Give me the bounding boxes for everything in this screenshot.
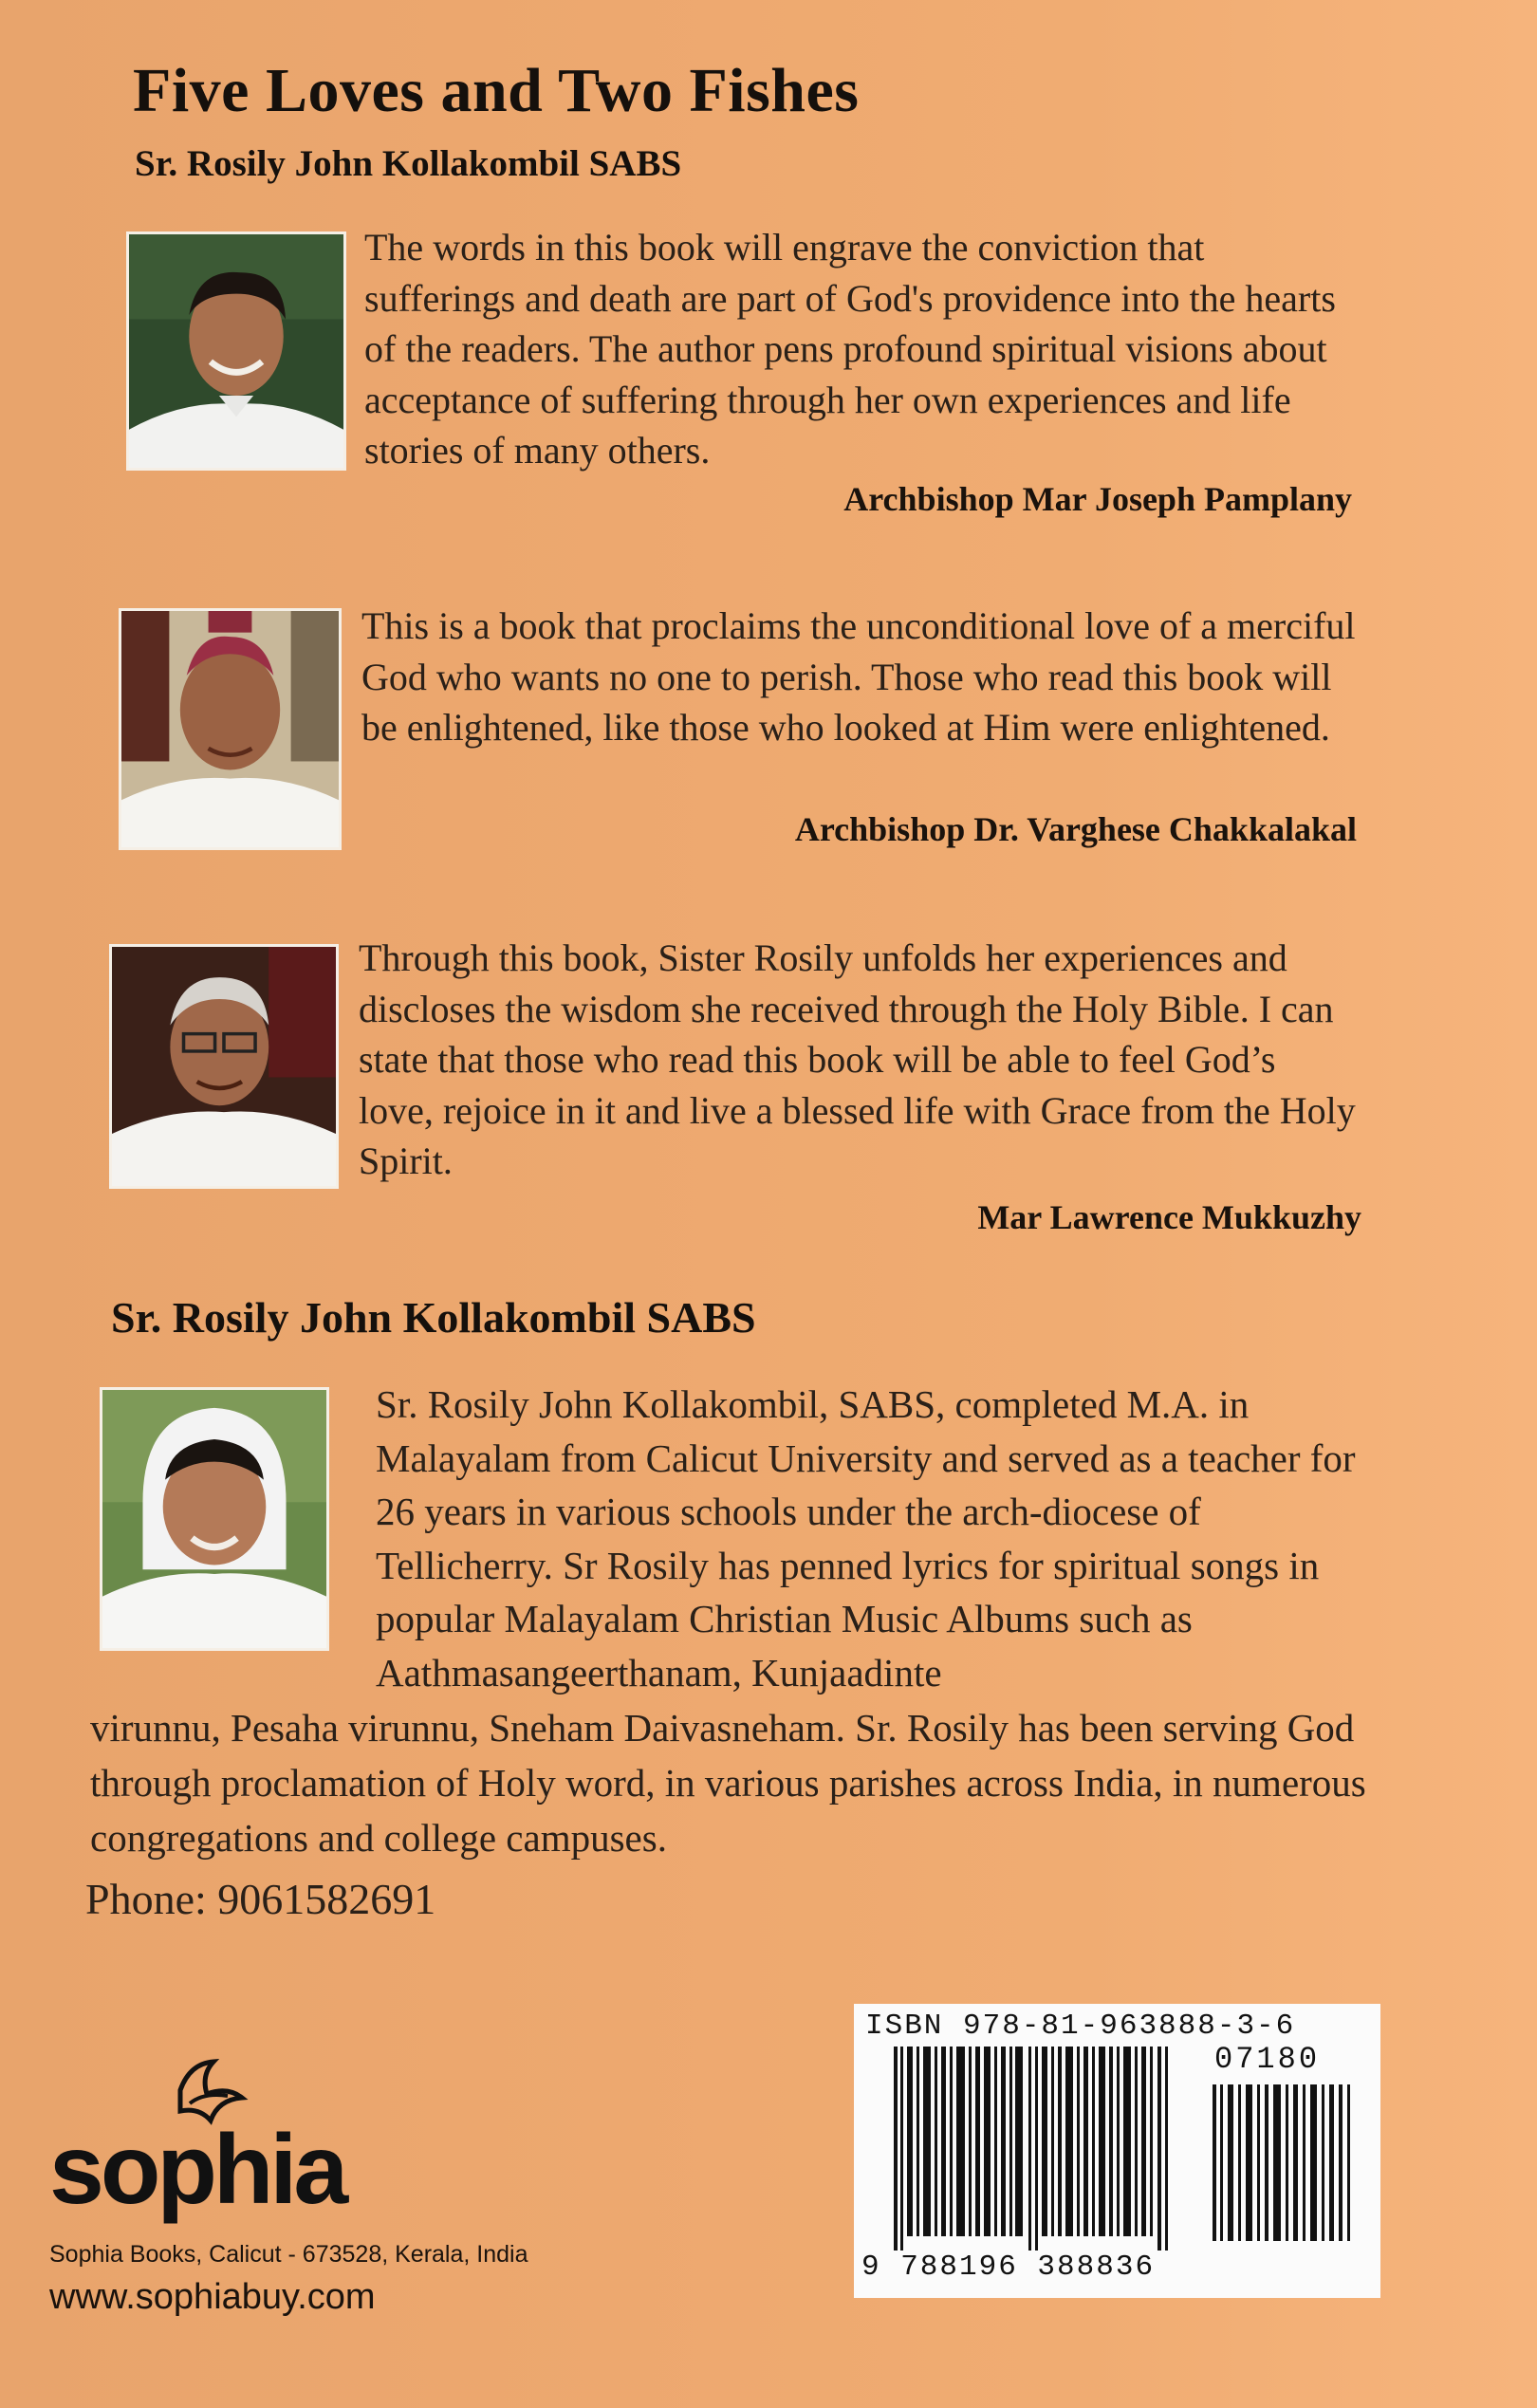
endorsement-author-3: Mar Lawrence Mukkuzhy xyxy=(977,1198,1361,1236)
bio-text-top: Sr. Rosily John Kollakombil, SABS, completed M.A. in Malayalam from Calicut University and served as a teacher for 26 years in various schools under the arch-diocese of Tellicherry. Sr Rosily has penned lyrics for spiritual songs in popular Malayalam Christian Music Albums such as Aathmasangeerthanam, Kunjaadinte xyxy=(376,1382,1356,1695)
publisher-url: www.sophiabuy.com xyxy=(49,2277,376,2317)
book-author: Sr. Rosily John Kollakombil SABS xyxy=(135,143,682,184)
endorsement-author-2: Archbishop Dr. Varghese Chakkalakal xyxy=(794,810,1357,848)
endorsement-text-1: The words in this book will engrave the conviction that sufferings and death are part of God's providence into the hearts of the readers. The author pens profound spiritual visions about acceptance of suffering through her own experiences and life stories of many others. xyxy=(364,226,1336,472)
price-code: 07180 xyxy=(1214,2042,1321,2077)
author-photo xyxy=(100,1387,329,1651)
endorser-photo-3 xyxy=(109,944,339,1189)
endorsement-author-1: Archbishop Mar Joseph Pamplany xyxy=(843,480,1352,518)
sophia-logo: sophia xyxy=(49,2115,345,2225)
ean-barcode xyxy=(894,2047,1178,2251)
endorsement-text-3: Through this book, Sister Rosily unfolds her experiences and discloses the wisdom she received through the Holy Bible. I can state that those who read this book will be able to feel God’s love, rejoice in it and live a blessed life with Grace from the Holy Spirit. xyxy=(359,936,1356,1182)
book-title: Five Loves and Two Fishes xyxy=(133,56,860,125)
price-barcode xyxy=(1213,2084,1355,2241)
endorser-photo-2 xyxy=(119,608,342,850)
bio-heading: Sr. Rosily John Kollakombil SABS xyxy=(111,1293,756,1342)
endorsement-text-2: This is a book that proclaims the unconditional love of a merciful God who wants no one to perish. Those who read this book will be enlightened, like those who looked at Him were enlightened. xyxy=(361,604,1356,749)
barcode-box xyxy=(854,2004,1380,2298)
endorser-photo-1 xyxy=(126,232,346,471)
bio-text-bottom: virunnu, Pesaha virunnu, Sneham Daivasneham. Sr. Rosily has been serving God through proclamation of Holy word, in various parishes across India, in numerous congregations and college campuses. xyxy=(90,1706,1366,1860)
ean-digits: 9 788196 388836 xyxy=(861,2251,1156,2284)
publisher-address: Sophia Books, Calicut - 673528, Kerala, India xyxy=(49,2241,528,2268)
isbn-label: ISBN 978-81-963888-3-6 xyxy=(865,2010,1296,2043)
phone-number: Phone: 9061582691 xyxy=(85,1875,436,1923)
